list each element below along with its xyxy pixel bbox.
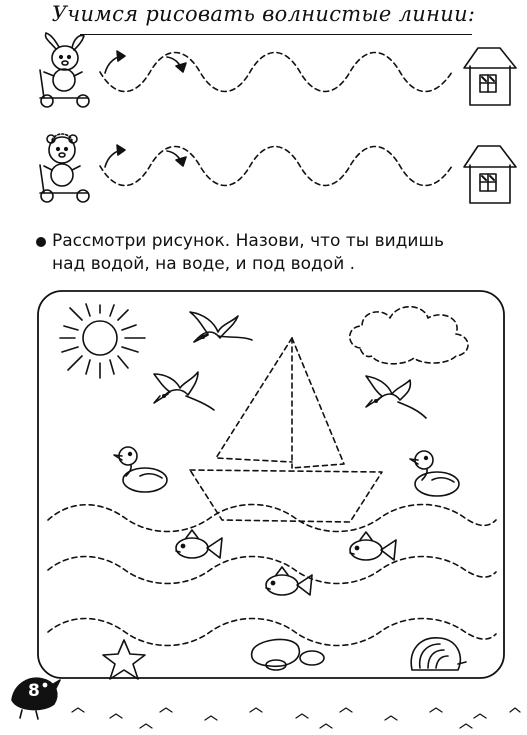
ground-marks	[72, 708, 520, 728]
sun-icon	[60, 304, 145, 378]
sailboat-outline	[190, 338, 382, 522]
page-number: 8	[28, 681, 40, 701]
bear-on-scooter-icon	[40, 134, 89, 202]
bullet-icon	[36, 237, 46, 247]
picture-frame	[38, 291, 504, 678]
seashell-icon	[411, 638, 466, 670]
rabbit-on-scooter-icon	[40, 33, 89, 107]
duck-icon	[114, 447, 167, 492]
house-icon	[464, 146, 516, 203]
wavy-trace-line-2	[100, 147, 452, 186]
seagull-icon	[190, 312, 252, 342]
direction-arrow-icon	[105, 51, 186, 73]
cloud-icon	[350, 307, 468, 364]
water-wave-lines	[48, 505, 496, 646]
task-line-2: над водой, на воде, и под водой .	[52, 254, 356, 274]
fish-icon	[350, 532, 396, 560]
seagull-icon	[366, 376, 426, 418]
direction-arrow-icon	[105, 145, 186, 167]
fish-icon	[176, 530, 222, 558]
page-title: Учимся рисовать волнистые линии:	[51, 2, 476, 26]
starfish-icon	[103, 640, 145, 679]
duck-icon	[410, 451, 459, 496]
stones-icon	[252, 639, 324, 670]
seagull-icon	[154, 372, 214, 410]
wavy-trace-line-1	[100, 53, 452, 92]
fish-icon	[266, 567, 312, 595]
house-icon	[464, 48, 516, 105]
task-line-1: Рассмотри рисунок. Назови, что ты видишь	[52, 231, 445, 251]
